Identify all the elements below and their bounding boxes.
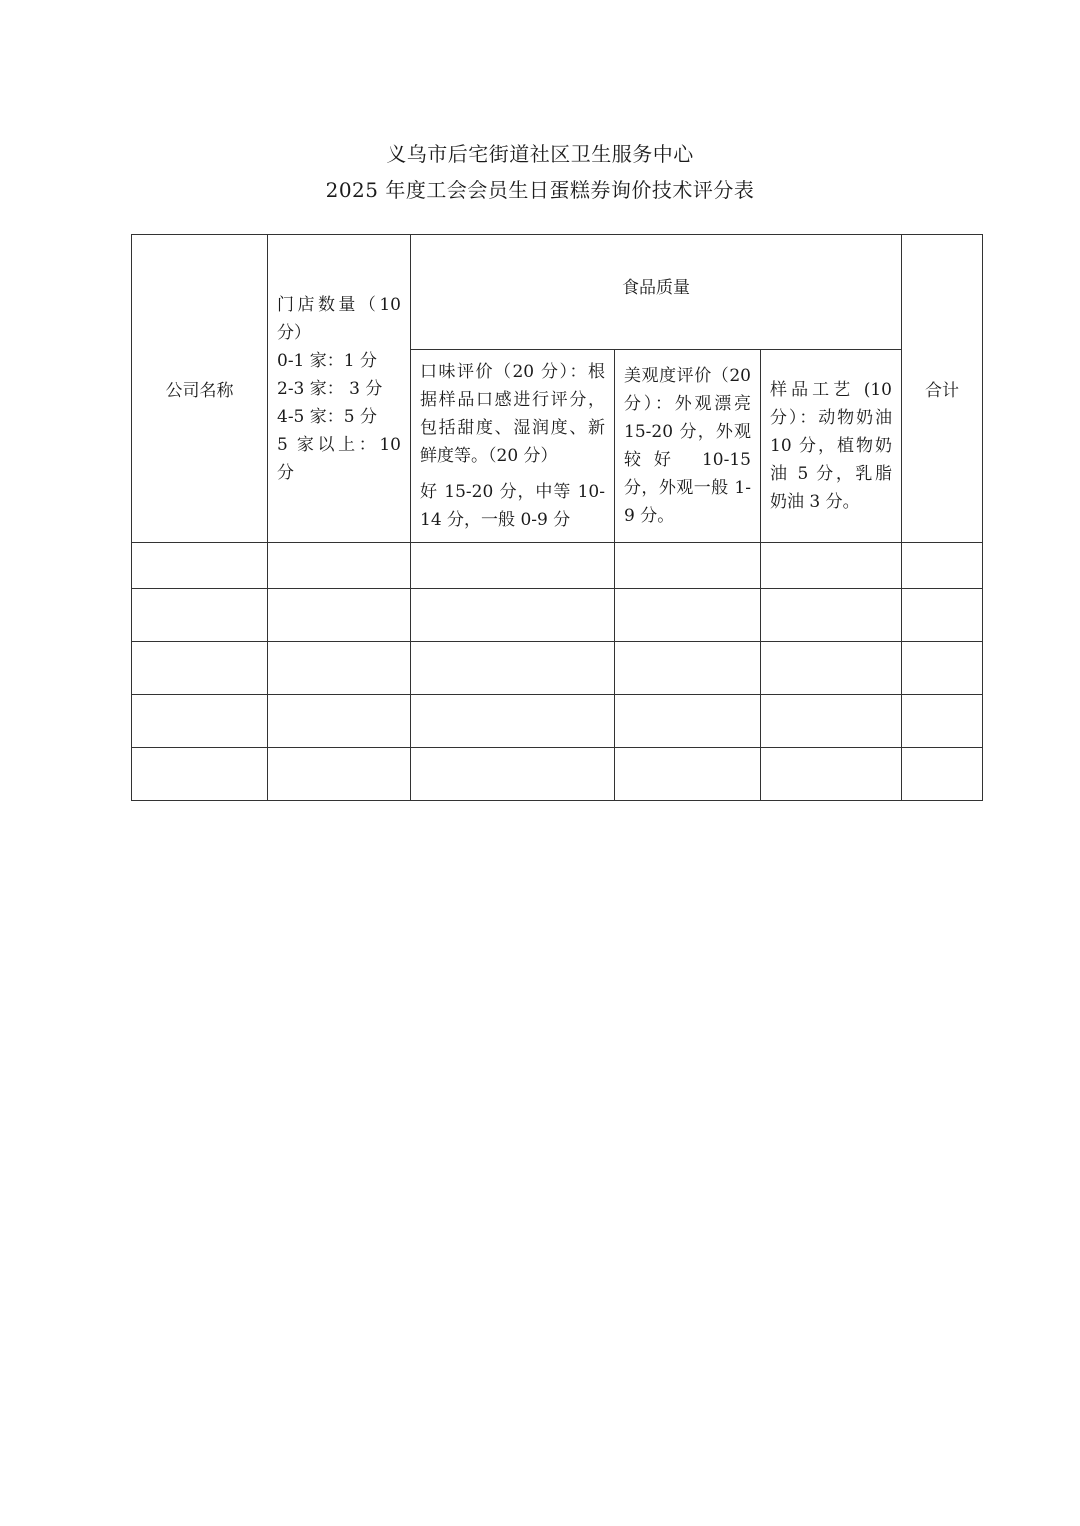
store-count-cell[interactable] [268,748,411,801]
appearance-score-cell[interactable] [615,748,761,801]
table-row [132,543,983,589]
company-name-cell[interactable] [132,642,268,695]
table-row [132,589,983,642]
store-count-title: 门店数量（10 分） [277,294,401,343]
taste-score-cell[interactable] [411,642,615,695]
craft-score-cell[interactable] [761,589,902,642]
appearance-score-cell[interactable] [615,642,761,695]
craft-score-cell[interactable] [761,748,902,801]
store-count-rule: 5 家以上：10 分 [277,434,401,483]
taste-score-cell[interactable] [411,543,615,589]
total-score-cell[interactable] [902,543,983,589]
taste-score-cell[interactable] [411,695,615,748]
total-score-cell[interactable] [902,695,983,748]
company-name-cell[interactable] [132,748,268,801]
food-quality-header: 食品质量 [411,235,902,350]
taste-levels: 好 15-20 分，中等 10-14 分，一般 0-9 分 [420,482,605,530]
appearance-text: 美观度评价（20 分）：外观漂亮 15-20 分，外观较好 10-15 分，外观一般 1-9 分。 [624,366,751,526]
store-count-cell[interactable] [268,543,411,589]
company-name-header: 公司名称 [132,235,268,543]
taste-criteria [411,350,615,543]
appearance-score-cell[interactable] [615,543,761,589]
taste-score-cell[interactable] [411,589,615,642]
document-title-line2: 2025 年度工会会员生日蛋糕券询价技术评分表 [325,178,755,202]
craft-score-cell[interactable] [761,543,902,589]
company-name-cell[interactable] [132,695,268,748]
header-row-1 [132,235,983,350]
total-header: 合计 [902,235,983,543]
table-row [132,695,983,748]
total-score-cell[interactable] [902,589,983,642]
company-name-cell[interactable] [132,589,268,642]
craft-score-cell[interactable] [761,642,902,695]
table-row [132,642,983,695]
store-count-cell[interactable] [268,695,411,748]
appearance-score-cell[interactable] [615,589,761,642]
craft-score-cell[interactable] [761,695,902,748]
store-count-rule: 4-5 家：5 分 [277,406,377,427]
total-score-cell[interactable] [902,642,983,695]
appearance-criteria [615,350,761,543]
store-count-rule: 0-1 家：1 分 [277,350,377,371]
document-title-line1: 义乌市后宅街道社区卫生服务中心 [386,142,694,166]
taste-score-cell[interactable] [411,748,615,801]
store-count-rule: 2-3 家： 3 分 [277,378,383,399]
store-count-cell[interactable] [268,642,411,695]
craft-criteria [761,350,902,543]
total-score-cell[interactable] [902,748,983,801]
craft-text: 样品工艺 (10 分）：动物奶油 10 分，植物奶油 5 分，乳脂奶油 3 分。 [770,380,892,512]
store-count-header [268,235,411,543]
scoring-table [131,234,983,801]
appearance-score-cell[interactable] [615,695,761,748]
company-name-cell[interactable] [132,543,268,589]
taste-description: 口味评价（20 分）：根据样品口感进行评分，包括甜度、湿润度、新鲜度等。（20 分） [420,362,605,466]
store-count-cell[interactable] [268,589,411,642]
table-row [132,748,983,801]
